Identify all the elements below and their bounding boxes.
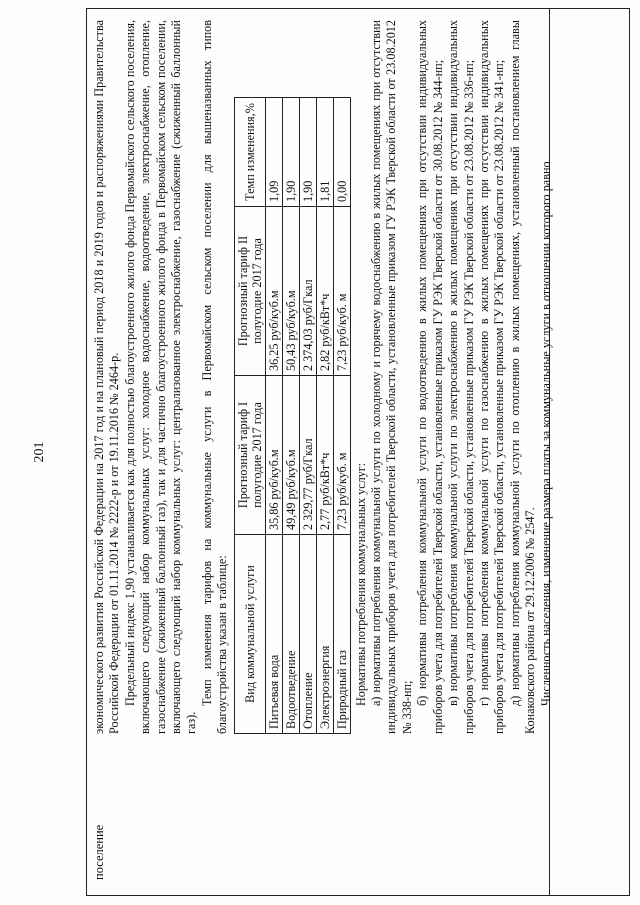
table-cell: 49,49 руб/куб.м [282,376,299,535]
table-cell: 36,25 руб/куб.м [265,207,282,376]
tariff-table [234,97,351,734]
table-row [282,98,299,734]
table-cell: Природный газ [333,535,350,734]
paragraph: б) нормативы потребления коммунальной услуги по водоотведению в жилых помещениях при отсутствии индивидуальных приборов учета для потребителей Тверской области, установленные приказом ГУ РЭК Тверской области от 30.08.2012 № 344-нп; [415,20,445,734]
table-cell: 7,23 руб/куб. м [333,376,350,535]
table-cell: 2,77 руб/кВт*ч [316,376,333,535]
paragraph: Численность населения, изменение размера платы за коммунальные услуги в отношении которого равно [538,161,553,706]
table-header-row [234,98,265,734]
main-column [86,12,630,742]
paragraph: экономического развития Российской Федерации на 2017 год и на плановый период 2018 и 2019 годов и распоряжениями Правительства Российской Федерации от 01.11.2014 № 2222-р и от 19.11.2016 № 2464-р. [92,20,122,734]
table-cell: 1,90 [299,98,316,207]
table-cell: Питьевая вода [265,535,282,734]
table-cell: 50,43 руб/куб.м [282,207,299,376]
paragraph: Нормативы потребления коммунальных услуг: [353,462,368,706]
table-row [333,98,350,734]
table-cell: 1,81 [316,98,333,207]
table-cell: Электроэнергия [316,535,333,734]
table-row [316,98,333,734]
table-row [299,98,316,734]
table-cell: 2,82 руб/кВт*ч [316,207,333,376]
table-cell: 1,90 [282,98,299,207]
left-column-label: поселение [92,824,106,880]
table-cell: 2 374,03 руб/Гкал [299,207,316,376]
page-number: 201 [32,441,47,463]
paragraph: д) нормативы потребления коммунальной услуги по отоплению в жилых помещениях, установленный постановлением главы Конаковского района от 29.12.2006 № 2547. [507,20,538,734]
table-cell: Водоотведение [282,535,299,734]
table-cell: 35,86 руб/куб.м [265,376,282,535]
table-header: Прогнозный тариф II полугодие 2017 года [234,207,265,376]
paragraph: Темп изменения тарифов на коммунальные услуги в Первомайском сельском поселении для вышеназванных типов благоустройства указан в таблице: [199,20,230,734]
table-header: Прогнозный тариф I полугодие 2017 года [234,376,265,535]
paragraph: а) нормативы потребления коммунальной услуги по холодному и горячему водоснабжению в жилых помещениях при отсутствии индивидуальных приборов учета для потребителей Тверской области, установленные приказом ГУ РЭК Тверской области от 23.08.2012 № 338-нп; [369,20,414,734]
document-body [86,12,630,892]
left-column [86,742,630,892]
table-cell: 7,23 руб/куб. м [333,207,350,376]
table-row [265,98,282,734]
table-header: Вид коммунальной услуги [234,535,265,734]
table-cell: 1,09 [265,98,282,207]
paragraph: в) нормативы потребления коммунальной услуги по электроснабжению в жилых помещениях при отсутствии индивидуальных приборов учета для потребителей Тверской области, установленные приказом ГУ РЭК Тверской области от 23.08.2012 № 336-нп; [446,20,476,734]
paragraph: г) нормативы потребления коммунальной услуги по газоснабжению в жилых помещениях при отсутствии индивидуальных приборов учета для потребителей Тверской области, установленные приказом ГУ РЭК Тверской области от 23.08.2012 № 341-нп; [476,20,507,734]
table-header: Темп изменения,% [234,98,265,207]
table-cell: 0,00 [333,98,350,207]
table-cell: 2 329,77 руб/Гкал [299,376,316,535]
table-cell: Отопление [299,535,316,734]
paragraph: Предельный индекс 1,90 устанавливается как для полностью благоустроенного жилого фонда Первомайского сельского поселения, включающего следующий набор коммунальных услуг: холодное водоснабжение, водоотведение, электроснабжение, отопление, газоснабжение (сжиженный баллонный газ), так и для частично благоустроенного жилого фонда в Первомайском сельском поселении, включающего следующий набор коммунальных услуг: централизованное электроснабжение, газоснабжение (сжиженный баллонный газ). [122,20,199,734]
